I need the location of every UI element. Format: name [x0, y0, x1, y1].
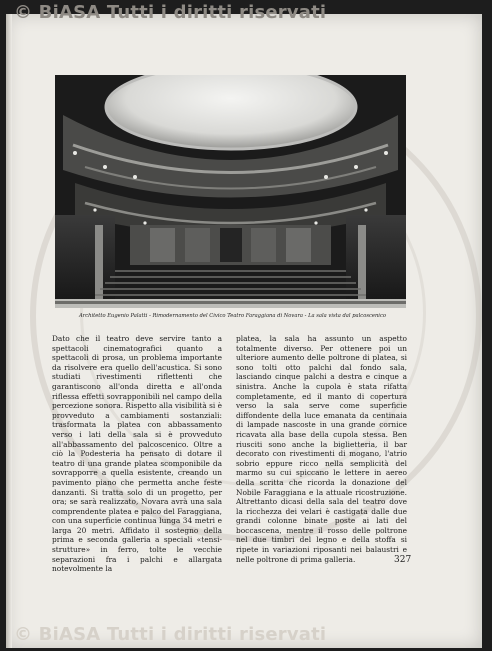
theatre-photo: [55, 75, 406, 308]
watermark-top: © BiASA Tutti i diritti riservati: [14, 2, 327, 23]
text-column-right: [236, 334, 407, 564]
left-column-text: Dato che il teatro deve servire tanto a spettacoli cinematografici quanto a spettacoli di prosa, un problema importante da risolvere era quello dell'acustica. Si sono studiati rivestimenti riflettenti che garantiscono all'onda diretta e all'onda riflessa effetti sovrapponibili nel campo della percezione sonora. Rispetto alla visibilità si è provveduto a cambiamenti sostanziali: trasformata la platea con abbassamento verso i lati della sala si è provveduto all'abbassamento del palcoscenico. Oltre a ciò la Podesteria ha pensato di dotare il teatro di una grande platea scomponibile da sovrapporre a quella esistente, creando un pavimento piano che permetta anche feste danzanti. Si tratta solo di un progetto, per ora; se sarà realizzato, Novara avrà una sala comprendente platea e palco del Faraggiana, con una superficie continua lunga 34 metri e larga 20 metri. Affidato il sostegno della prima e seconda galleria a speciali «tensi-strutture» in ferro, tolte le vecchie separazioni fra i palchi e allargata notevolmente la: [52, 334, 223, 574]
text-column-left: [52, 334, 222, 574]
photo-caption: Architetto Eugenio Palatti - Rimodernamento del Civico Teatro Faraggiana di Novara - La sala vista dal palcoscenico: [79, 313, 386, 319]
right-column-text: platea, la sala ha assunto un aspetto totalmente diverso. Per ottenere poi un ulteriore aumento delle poltrone di platea, si sono tolti otto palchi dal fondo sala, lasciando cinque palchi a destra e cinque a sinistra. Anche la cupola è stata rifatta completamente, ed il manto di copertura verso la sala serve come superficie diffondente della luce emanata da centinaia di lampade nascoste in una grande cornice ricavata alla base della cupola stessa. Ben riusciti sono anche la biglietteria, il bar decorato con rivestimenti di mogano, l'atrio sobrio eppure ricco nella semplicità del marmo su cui spiccano le lettere in aereo della scritta che ricorda la donazione del Nobile Faraggiana e la attuale ricostruzione. Altrettanto dicasi della sala del teatro dove la ricchezza dei velari è castigata dalle due grandi colonne binate poste ai lati del boccascena, mentre il rosso delle poltrone nel due timbri del legno e della stoffa si ripete in variazioni riposanti nei balaustri e nelle poltrone di prima galleria.: [236, 334, 407, 564]
page-edge: [6, 14, 12, 648]
theatre-interior-image: [55, 75, 406, 308]
watermark-bottom: © BiASA Tutti i diritti riservati: [14, 624, 327, 645]
page-number: 327: [394, 555, 412, 565]
